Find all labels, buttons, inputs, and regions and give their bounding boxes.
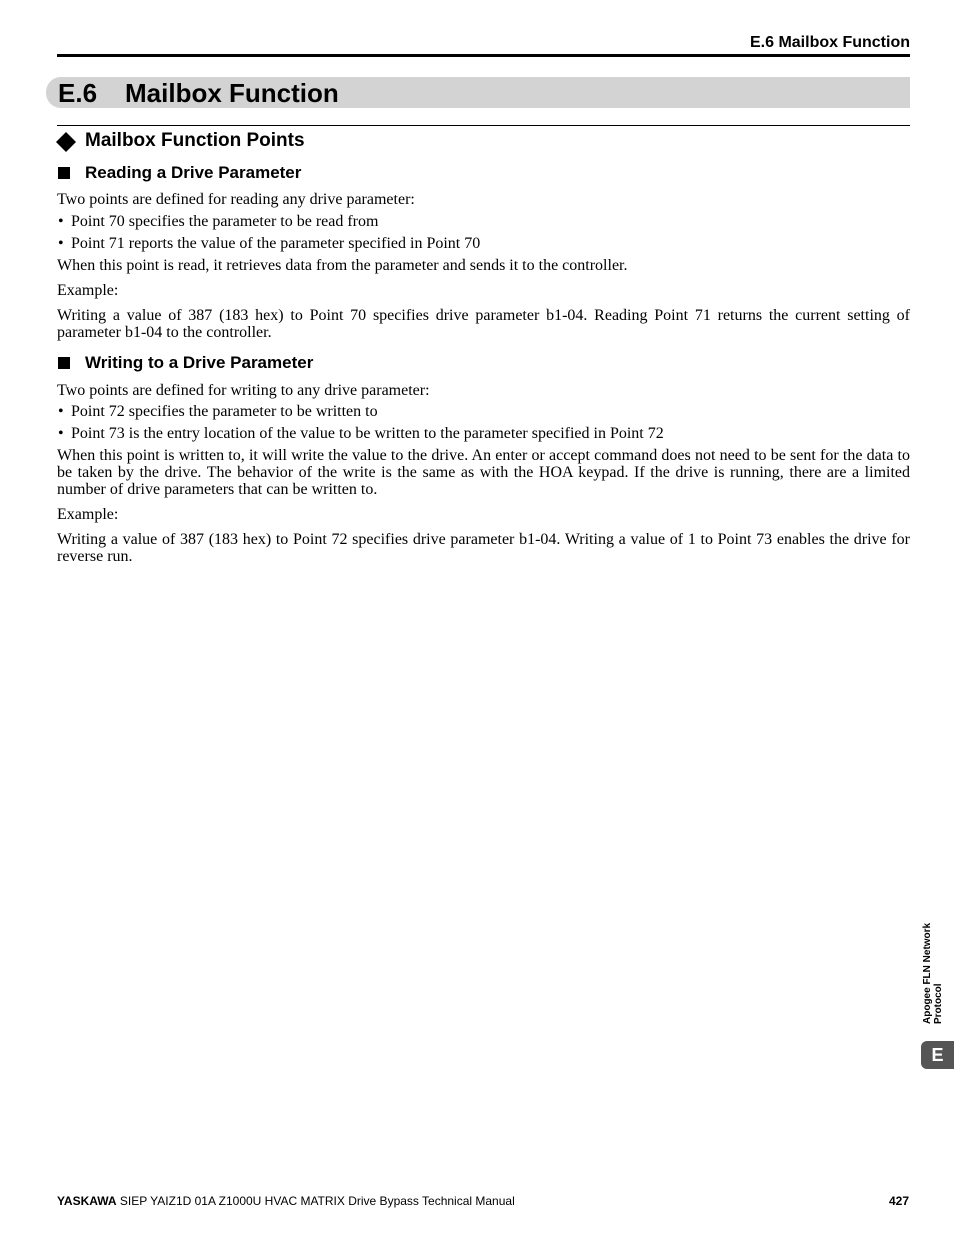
running-header: E.6 Mailbox Function [749,34,910,51]
writing-bullet-1: Point 72 specifies the parameter to be written to [71,403,378,420]
page-number: 427 [888,1194,909,1208]
bullet-dot: • [58,235,64,252]
bullet-dot: • [58,403,64,420]
footer-brand: YASKAWA [57,1194,117,1208]
square-bullet-icon [58,357,70,369]
reading-bullet-1: Point 70 specifies the parameter to be read from [71,213,379,230]
side-tab-letter: E [921,1041,954,1069]
square-bullet-icon [58,167,70,179]
reading-intro: Two points are defined for reading any drive parameter: [57,191,415,208]
side-tab-line-1: Apogee FLN Network [922,922,933,1024]
reading-example-label: Example: [57,282,119,299]
writing-intro: Two points are defined for writing to any drive parameter: [57,382,430,399]
bullet-dot: • [58,213,64,230]
reading-heading: Reading a Drive Parameter [85,163,302,182]
writing-example-label: Example: [57,506,119,523]
section-rule [57,125,910,126]
writing-paragraph: When this point is written to, it will write the value to the drive. An enter or accept command does not need to be sent for the data to be taken by the drive. The behavior of the write is the same as with the HOA keypad. If the drive is running, there are a limited number of drive parameters that can be written to. [57,447,910,498]
reading-paragraph: When this point is read, it retrieves data from the parameter and sends it to the controller. [57,257,628,274]
writing-heading: Writing to a Drive Parameter [85,353,314,372]
header-rule [57,54,910,57]
footer-doc: SIEP YAIZ1D 01A Z1000U HVAC MATRIX Drive Bypass Technical Manual [116,1194,515,1208]
reading-example-text: Writing a value of 387 (183 hex) to Point 70 specifies drive parameter b1-04. Reading Point 71 returns the current setting of parameter b1-04 to the controller. [57,307,910,341]
writing-example-text: Writing a value of 387 (183 hex) to Point 72 specifies drive parameter b1-04. Writing a value of 1 to Point 73 enables the drive for reverse run. [57,531,910,565]
bullet-dot: • [58,425,64,442]
subsection-title: Mailbox Function Points [85,130,305,151]
section-number: E.6 [58,78,98,108]
writing-bullet-2: Point 73 is the entry location of the value to be written to the parameter specified in Point 72 [71,425,664,442]
section-title: Mailbox Function [125,78,339,108]
side-tab-line-2: Protocol [933,983,944,1024]
footer-document-title [57,1194,515,1208]
side-tab-label [922,923,944,1024]
diamond-bullet-icon [56,132,76,152]
reading-bullet-2: Point 71 reports the value of the parameter specified in Point 70 [71,235,481,252]
